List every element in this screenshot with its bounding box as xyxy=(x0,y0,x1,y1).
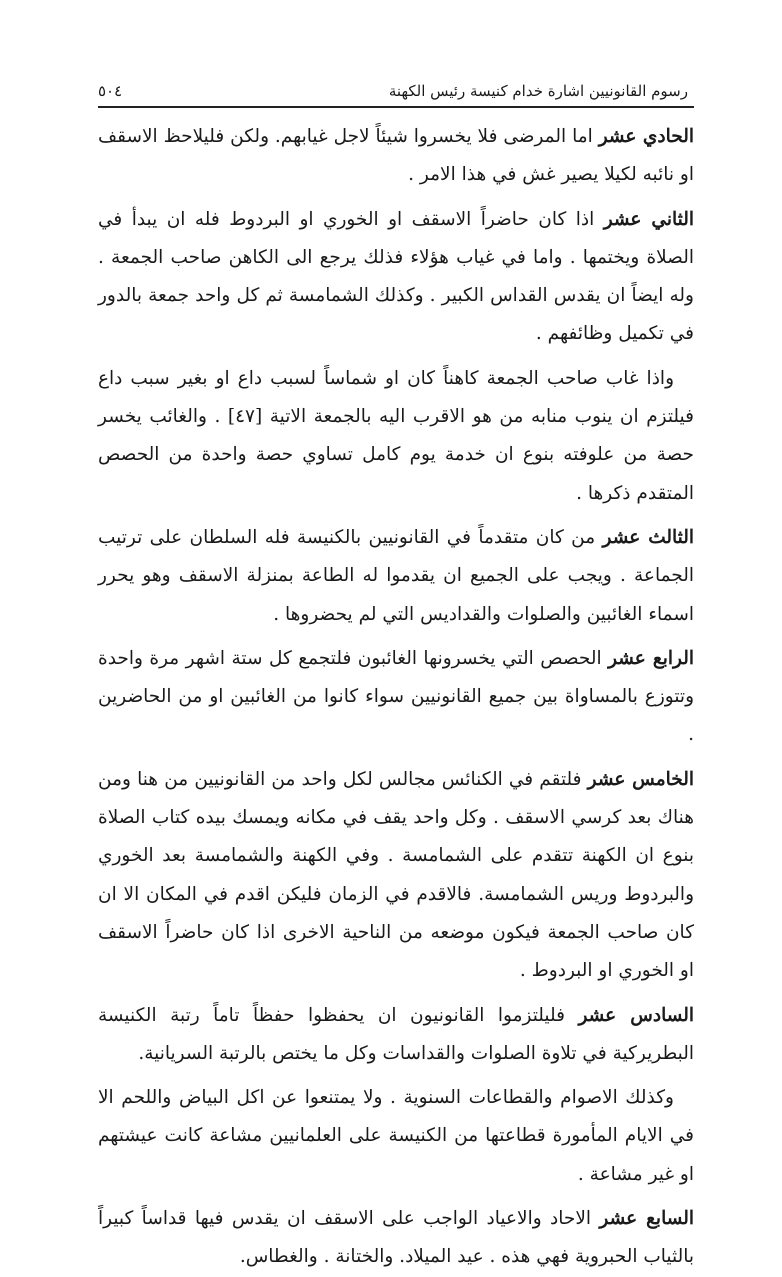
paragraph-text: الحصص التي يخسرونها الغائبون فلتجمع كل ستة اشهر مرة واحدة وتتوزع بالمساواة بين جميع القانونيين سواء كانوا من الغائبين او من الحاضرين . xyxy=(98,647,694,746)
article-title: الثاني عشر xyxy=(603,208,694,230)
paragraph-text: اما المرضى فلا يخسروا شيئاً لاجل غيابهم. ولكن فليلاحظ الاسقف او نائبه لكيلا يصير غش في هذا الامر . xyxy=(98,126,694,186)
paragraph-article-11 xyxy=(98,118,694,195)
paragraph-text: اذا كان حاضراً الاسقف او الخوري او البردوط فله ان يبدأ في الصلاة ويختمها . واما في غياب هؤلاء فذلك يرجع الى الكاهن صاحب الجمعة . وله ايضاً ان يقدس القداس الكبير . وكذلك الشمامسة ثم كل واحد جمعة بالدور في تكميل وظائفهم . xyxy=(98,208,694,345)
paragraph-article-16-continued xyxy=(98,1079,694,1194)
paragraph-text: واذا غاب صاحب الجمعة كاهناً كان او شماساً لسبب داع او بغير سبب داع فيلتزم ان ينوب منابه من هو الاقرب اليه بالجمعة الاتية [٤٧] . والغائب يخسر حصة من علوفته بنوع ان خدمة يوم كامل تساوي حصة واحدة من الحصص المتقدم ذكرها . xyxy=(98,367,694,504)
article-title: السادس عشر xyxy=(578,1004,694,1026)
article-title: الحادي عشر xyxy=(598,126,695,147)
paragraph-text: فليلتزموا القانونيون ان يحفظوا حفظاً تاماً رتبة الكنيسة البطريركية في تلاوة الصلوات والقداسات وكل ما يختص بالرتبة السريانية. xyxy=(98,1004,694,1064)
article-title: الرابع عشر xyxy=(608,647,694,669)
page-header xyxy=(98,82,694,108)
article-title: الثالث عشر xyxy=(602,526,694,548)
article-title: السابع عشر xyxy=(599,1208,694,1230)
paragraph-article-17 xyxy=(98,1200,694,1277)
paragraph-text: من كان متقدماً في القانونيين بالكنيسة فله السلطان على ترتيب الجماعة . ويجب على الجميع ان يقدموا له الطاعة بمنزلة الاسقف وهو يحرر اسماء الغائبين والصلوات والقداديس التي لم يحضروها . xyxy=(98,526,694,625)
paragraph-text: وكذلك الاصوام والقطاعات السنوية . ولا يمتنعوا عن اكل البياض واللحم الا في الايام المأمورة قطاعتها من الكنيسة على العلمانيين مشاعة كانت عيشتهم او غير مشاعة . xyxy=(98,1087,694,1185)
paragraph-article-12-continued xyxy=(98,360,694,513)
body-text xyxy=(98,118,694,1277)
paragraph-article-12 xyxy=(98,201,694,354)
paragraph-text: الاحاد والاعياد الواجب على الاسقف ان يقدس فيها قداساً كبيراً بالثياب الحبروية فهي هذه . عيد الميلاد. والختانة . والغطاس. xyxy=(98,1208,694,1268)
article-title: الخامس عشر xyxy=(587,768,694,790)
paragraph-article-15 xyxy=(98,761,694,991)
page-number: ٥٠٤ xyxy=(98,82,123,100)
running-title: رسوم القانونيين اشارة خدام كنيسة رئيس الكهنة xyxy=(388,82,688,100)
paragraph-article-13 xyxy=(98,519,694,634)
paragraph-text: فلتقم في الكنائس مجالس لكل واحد من القانونيين من هنا ومن هناك بعد كرسي الاسقف . وكل واحد يقف في مكانه ويمسك بيده كتاب الصلاة بنوع ان الكهنة تتقدم على الشمامسة . وفي الكهنة والشمامسة بعد الخوري والبردوط وريس الشمامسة. فالاقدم في الزمان فليكن اقدم في المكان الا ان كان صاحب الجمعة فيكون موضعه من الناحية الاخرى اذا كان حاضراً الاسقف او الخوري او البردوط . xyxy=(98,768,694,982)
paragraph-article-14 xyxy=(98,640,694,755)
paragraph-article-16 xyxy=(98,997,694,1074)
